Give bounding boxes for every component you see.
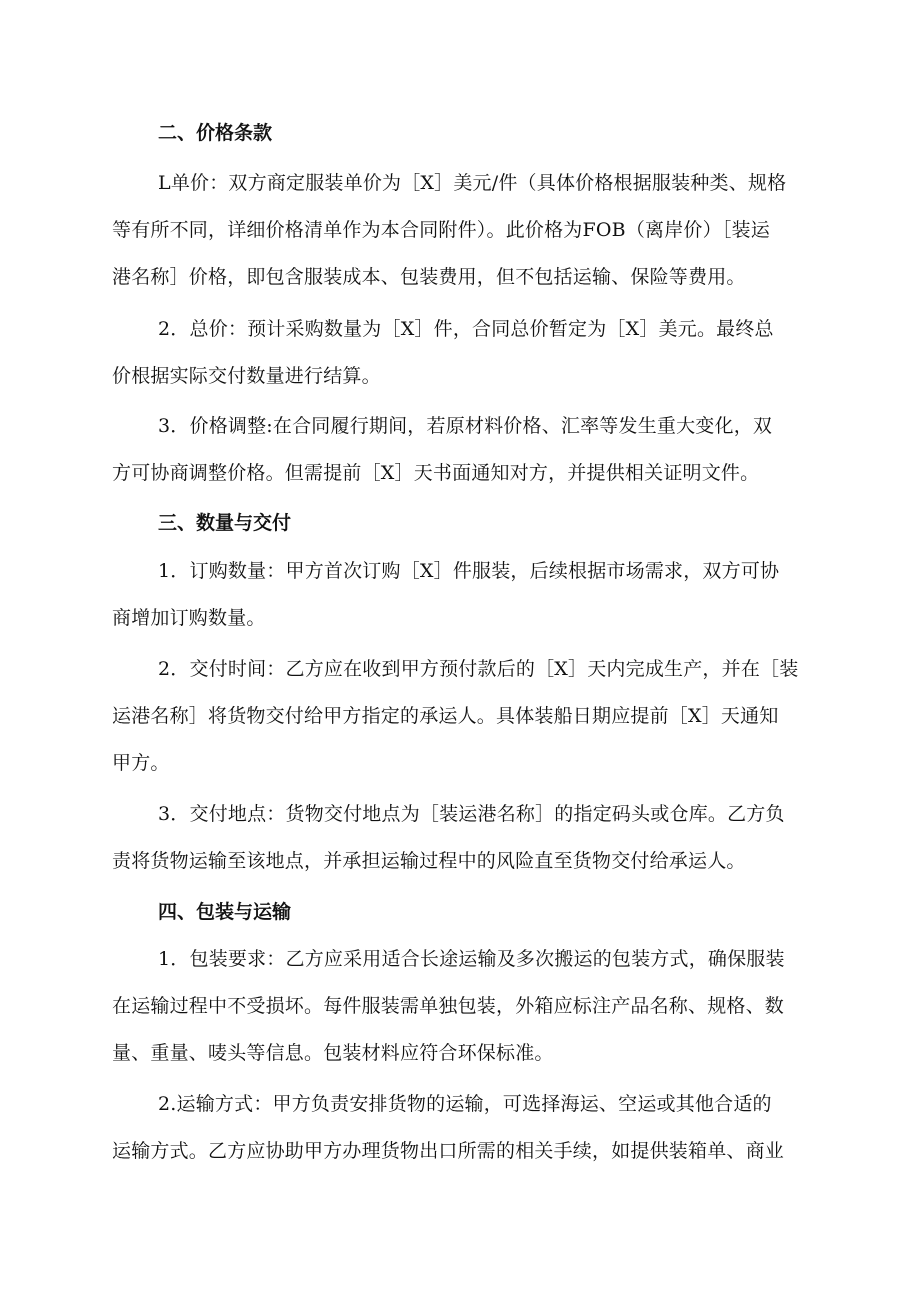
para-unit-price-line-3: 港名称］价格，即包含服装成本、包装费用，但不包括运输、保险等费用。 bbox=[112, 266, 746, 288]
section-heading-quantity-delivery: 三、数量与交付 bbox=[158, 512, 292, 534]
para-delivery-time-line-1: 2．交付时间：乙方应在收到甲方预付款后的［X］天内完成生产，并在［装 bbox=[158, 658, 799, 680]
para-packing-line-1: 1．包装要求：乙方应采用适合长途运输及多次搬运的包装方式，确保服装 bbox=[158, 948, 785, 970]
para-total-price-line-1: 2．总价：预计采购数量为［X］件，合同总价暂定为［X］美元。最终总 bbox=[158, 318, 774, 340]
para-transport-line-2: 运输方式。乙方应协助甲方办理货物出口所需的相关手续，如提供装箱单、商业 bbox=[112, 1140, 785, 1162]
para-total-price-line-2: 价根据实际交付数量进行结算。 bbox=[112, 365, 381, 387]
para-price-adjust-line-2: 方可协商调整价格。但需提前［X］天书面通知对方，并提供相关证明文件。 bbox=[112, 462, 760, 484]
section-heading-price-terms: 二、价格条款 bbox=[158, 122, 273, 144]
para-delivery-time-line-2: 运港名称］将货物交付给甲方指定的承运人。具体装船日期应提前［X］天通知 bbox=[112, 705, 779, 727]
para-transport-line-1: 2.运输方式：甲方负责安排货物的运输，可选择海运、空运或其他合适的 bbox=[158, 1093, 772, 1115]
para-delivery-place-line-1: 3．交付地点：货物交付地点为［装运港名称］的指定码头或仓库。乙方负 bbox=[158, 803, 785, 825]
section-heading-packing-transport: 四、包装与运输 bbox=[158, 901, 292, 923]
para-delivery-time-line-3: 甲方。 bbox=[112, 752, 170, 774]
para-order-qty-line-2: 商增加订购数量。 bbox=[112, 607, 266, 629]
para-packing-line-3: 量、重量、唛头等信息。包装材料应符合环保标准。 bbox=[112, 1042, 554, 1064]
para-unit-price-line-1: L单价：双方商定服装单价为［X］美元/件（具体价格根据服装种类、规格 bbox=[158, 172, 787, 194]
para-delivery-place-line-2: 责将货物运输至该地点，并承担运输过程中的风险直至货物交付给承运人。 bbox=[112, 850, 746, 872]
para-price-adjust-line-1: 3．价格调整:在合同履行期间，若原材料价格、汇率等发生重大变化，双 bbox=[158, 415, 773, 437]
para-packing-line-2: 在运输过程中不受损坏。每件服装需单独包装，外箱应标注产品名称、规格、数 bbox=[112, 995, 785, 1017]
para-unit-price-line-2: 等有所不同，详细价格清单作为本合同附件）。此价格为FOB（离岸价）［装运 bbox=[112, 219, 770, 241]
para-order-qty-line-1: 1．订购数量：甲方首次订购［X］件服装，后续根据市场需求，双方可协 bbox=[158, 560, 780, 582]
